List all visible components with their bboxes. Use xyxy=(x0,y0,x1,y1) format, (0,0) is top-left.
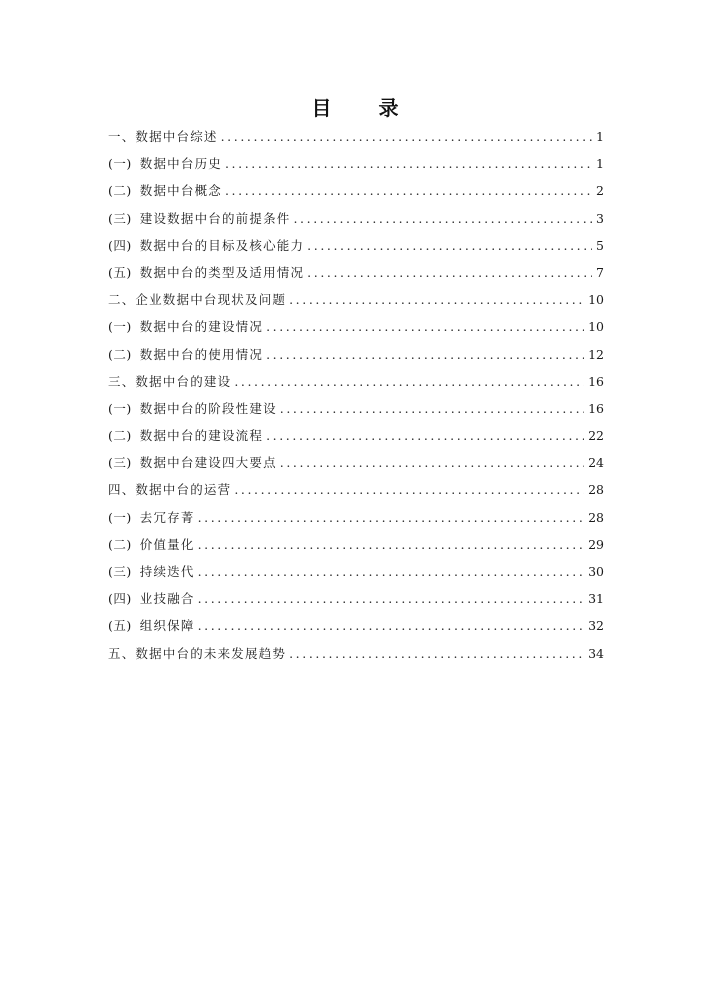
toc-entry-title: 数据中台的建设 xyxy=(135,373,232,389)
toc-dot-leader xyxy=(234,374,584,389)
toc-entry-page-number: 10 xyxy=(588,292,604,308)
toc-entry-page-number: 5 xyxy=(596,237,604,253)
toc-entry-number: (三) xyxy=(108,455,132,471)
toc-entry-title: 业技融合 xyxy=(139,591,195,607)
toc-dot-leader xyxy=(266,319,584,334)
toc-entry[interactable] xyxy=(108,209,604,236)
toc-entry-title: 去冗存菁 xyxy=(139,509,195,525)
toc-entry-page-number: 1 xyxy=(596,129,604,144)
toc-entry-page-number: 10 xyxy=(588,319,604,335)
toc-entry-number: (四) xyxy=(108,237,132,253)
toc-entry[interactable] xyxy=(108,453,604,480)
toc-entry-number: (一) xyxy=(108,319,132,335)
toc-entry[interactable] xyxy=(108,127,604,154)
toc-entry-title: 数据中台的类型及适用情况 xyxy=(139,264,305,280)
toc-entry[interactable] xyxy=(108,589,604,616)
toc-entry-number: (五) xyxy=(108,618,132,634)
toc-entry[interactable] xyxy=(108,345,604,372)
toc-entry-number: 二、 xyxy=(108,292,136,308)
toc-entry-page-number: 2 xyxy=(596,183,604,199)
toc-entry-page-number: 30 xyxy=(588,564,604,579)
toc-entry-page-number: 31 xyxy=(588,591,604,607)
toc-entry-title: 数据中台综述 xyxy=(135,129,218,144)
toc-title: 目 录 xyxy=(311,96,419,120)
toc-entry-title: 数据中台的建设情况 xyxy=(139,319,264,335)
toc-entry[interactable] xyxy=(108,263,604,290)
toc-entry[interactable] xyxy=(108,372,604,399)
toc-entry-page-number: 22 xyxy=(588,428,604,444)
toc-entry-number: (二) xyxy=(108,428,132,444)
toc-entry[interactable] xyxy=(108,535,604,562)
toc-entry-title: 数据中台的目标及核心能力 xyxy=(139,237,305,253)
toc-dot-leader xyxy=(280,455,584,470)
toc-entry[interactable] xyxy=(108,181,604,208)
toc-entry-title: 价值量化 xyxy=(139,536,195,552)
toc-entry-title: 数据中台的阶段性建设 xyxy=(139,400,277,416)
toc-entry[interactable] xyxy=(108,508,604,535)
toc-entry[interactable] xyxy=(108,317,604,344)
toc-entry-title: 数据中台建设四大要点 xyxy=(139,455,277,471)
toc-dot-leader xyxy=(198,510,585,525)
toc-entry[interactable] xyxy=(108,290,604,317)
toc-dot-leader xyxy=(198,537,585,552)
toc-entry[interactable] xyxy=(108,480,604,507)
toc-entry-title: 数据中台的使用情况 xyxy=(139,346,264,362)
toc-entry-title: 建设数据中台的前提条件 xyxy=(139,210,291,226)
toc-entry-number: 四、 xyxy=(108,482,136,498)
toc-entry-number: (二) xyxy=(108,536,132,552)
toc-dot-leader xyxy=(289,292,584,307)
toc-entry-number: 五、 xyxy=(108,645,136,661)
toc-entry[interactable] xyxy=(108,562,604,589)
toc-entry-number: (一) xyxy=(108,509,132,525)
toc-dot-leader xyxy=(225,183,592,198)
toc-entry-page-number: 16 xyxy=(588,400,604,416)
toc-entry-page-number: 28 xyxy=(588,482,604,498)
toc-entry-number: (四) xyxy=(108,591,132,607)
toc-entry-number: (三) xyxy=(108,210,132,226)
toc-entry-number: 一、 xyxy=(108,129,136,144)
toc-entry-title: 数据中台的建设流程 xyxy=(139,428,264,444)
toc-dot-leader xyxy=(221,129,592,144)
toc-entry-number: (二) xyxy=(108,183,132,199)
toc-entry[interactable] xyxy=(108,399,604,426)
toc-entry-page-number: 16 xyxy=(588,373,604,389)
toc-dot-leader xyxy=(266,347,584,362)
toc-entry-page-number: 34 xyxy=(588,645,604,661)
toc-entry-number: (一) xyxy=(108,156,132,172)
toc-entry-page-number: 32 xyxy=(588,618,604,634)
toc-dot-leader xyxy=(280,401,584,416)
toc-entry-page-number: 1 xyxy=(596,156,604,172)
toc-entry-title: 企业数据中台现状及问题 xyxy=(135,292,287,308)
toc-dot-leader xyxy=(234,482,584,497)
toc-entry-page-number: 24 xyxy=(588,455,604,471)
toc-dot-leader xyxy=(225,156,592,171)
toc-entry-number: (一) xyxy=(108,400,132,416)
toc-entry-number: (三) xyxy=(108,564,132,579)
toc-entry-title: 持续迭代 xyxy=(139,564,195,579)
toc-entry-page-number: 12 xyxy=(588,346,604,362)
toc-entry-title: 数据中台的运营 xyxy=(135,482,232,498)
toc-dot-leader xyxy=(307,265,592,280)
toc-entry-page-number: 29 xyxy=(588,536,604,552)
toc-dot-leader xyxy=(198,618,585,633)
toc-entry-number: 三、 xyxy=(108,373,136,389)
toc-list xyxy=(108,127,604,671)
toc-dot-leader xyxy=(266,428,584,443)
toc-entry[interactable] xyxy=(108,616,604,643)
toc-entry-page-number: 7 xyxy=(596,264,604,280)
toc-entry[interactable] xyxy=(108,154,604,181)
toc-entry-title: 数据中台历史 xyxy=(139,156,222,172)
toc-entry[interactable] xyxy=(108,644,604,671)
toc-dot-leader xyxy=(198,564,585,579)
toc-dot-leader xyxy=(293,211,592,226)
toc-entry[interactable] xyxy=(108,426,604,453)
toc-entry-page-number: 3 xyxy=(596,210,604,226)
toc-entry-number: (五) xyxy=(108,264,132,280)
toc-dot-leader xyxy=(198,591,585,606)
toc-dot-leader xyxy=(289,646,584,661)
toc-entry[interactable] xyxy=(108,236,604,263)
toc-entry-title: 组织保障 xyxy=(139,618,195,634)
toc-entry-number: (二) xyxy=(108,346,132,362)
toc-entry-title: 数据中台的未来发展趋势 xyxy=(135,645,287,661)
toc-entry-page-number: 28 xyxy=(588,509,604,525)
toc-dot-leader xyxy=(307,238,592,253)
toc-entry-title: 数据中台概念 xyxy=(139,183,222,199)
